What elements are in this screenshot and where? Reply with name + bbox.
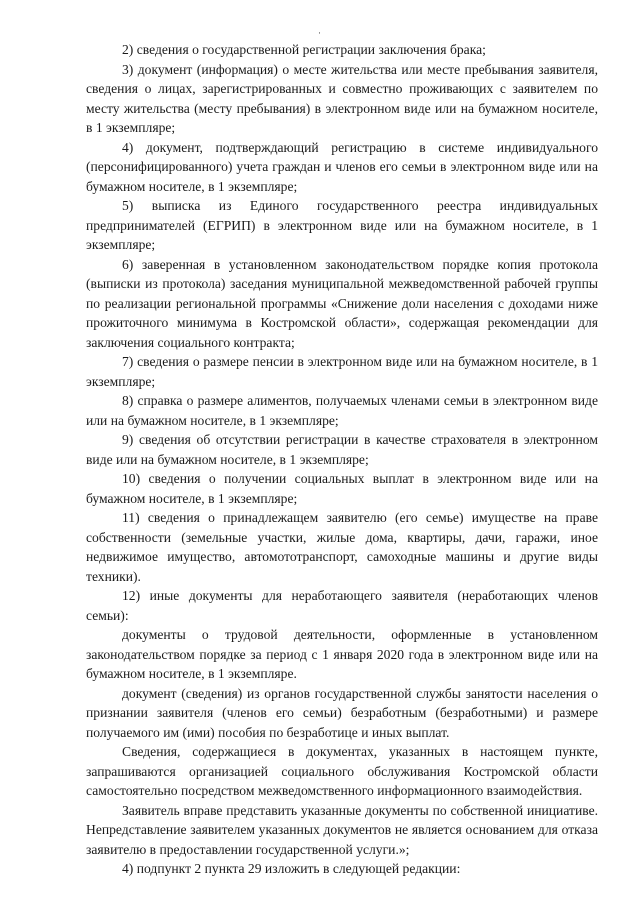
paragraph-item-5: 5) выписка из Единого государственного реестра индивидуальных предпринимателей (ЕГРИП) в электронном виде или на бумажном носителе, в 1 экземпляре; (86, 198, 598, 252)
paragraph-item-10: 10) сведения о получении социальных выплат в электронном виде или на бумажном носителе, в 1 экземпляре; (86, 471, 598, 506)
paragraph-item-12: 12) иные документы для неработающего заявителя (неработающих членов семьи): (86, 588, 598, 623)
paragraph-item-8: 8) справка о размере алиментов, получаемых членами семьи в электронном виде или на бумажном носителе, в 1 экземпляре; (86, 393, 598, 428)
paragraph-item-3: 3) документ (информация) о месте жительства или месте пребывания заявителя, сведения о лицах, зарегистрированных и совместно проживающих с заявителем по месту жительства (месту пребывания) в электронном виде или на бумажном носителе, в 1 экземпляре; (86, 61, 598, 135)
paragraph-unemployment-docs: документ (сведения) из органов государственной службы занятости населения о признании заявителя (членов его семьи) безработным (безработными) и размере получаемого им (ими) пособия по безработице и иных выплат. (86, 685, 598, 740)
paragraph-item-6: 6) заверенная в установленном законодательством порядке копия протокола (выписки из протокола) заседания муниципальной межведомственной рабочей группы по реализации региональной программы «Снижение доли населения с доходами ниже прожиточного минимума в Костромской области», содержащая рекомендации для заключения социального контракта; (86, 256, 598, 350)
paragraph-item-4: 4) документ, подтверждающий регистрацию в системе индивидуального (персонифицированного) учета граждан и членов его семьи в электронном виде или на бумажном носителе, в 1 экземпляре; (86, 139, 598, 194)
document-body (86, 40, 598, 879)
paragraph-amendment-4: 4) подпункт 2 пункта 29 изложить в следующей редакции: (122, 861, 461, 876)
paragraph-interagency-request: Сведения, содержащиеся в документах, указанных в настоящем пункте, запрашиваются организацией социального обслуживания Костромской области самостоятельно посредством межведомственного информационного взаимодействия. (86, 744, 598, 798)
paragraph-item-9: 9) сведения об отсутствии регистрации в качестве страхователя в электронном виде или на бумажном носителе, в 1 экземпляре; (86, 432, 598, 467)
paragraph-item-11: 11) сведения о принадлежащем заявителю (его семье) имуществе на праве собственности (земельные участки, жилые дома, квартиры, дачи, гаражи, иное недвижимое имущество, автомототранспорт, самоходные машины и другие виды техники). (86, 510, 598, 584)
paragraph-applicant-initiative: Заявитель вправе представить указанные документы по собственной инициативе. Непредставление заявителем указанных документов не является основанием для отказа заявителю в предоставлении государственной услуги.»; (86, 802, 598, 857)
paragraph-item-2: 2) сведения о государственной регистрации заключения брака; (122, 42, 486, 57)
page-top-mark: · (318, 28, 321, 38)
paragraph-item-7: 7) сведения о размере пенсии в электронном виде или на бумажном носителе, в 1 экземпляре; (86, 354, 598, 389)
paragraph-employment-docs: документы о трудовой деятельности, оформленные в установленном законодательством порядке за период с 1 января 2020 года в электронном виде или на бумажном носителе, в 1 экземпляре. (86, 627, 598, 681)
